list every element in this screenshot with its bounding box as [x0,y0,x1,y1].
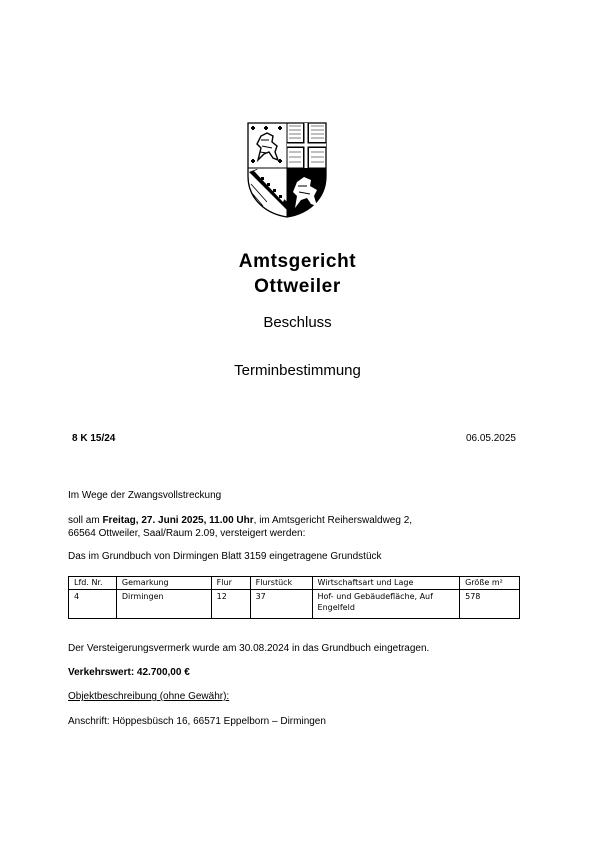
court-name-line1: Amtsgericht [238,251,357,272]
column-header: Gemarkung [116,577,211,590]
property-table [68,576,520,619]
property-address: Anschrift: Höppesbüsch 16, 66571 Eppelborn – Dirmingen [68,716,326,727]
document-type: Beschluss [263,314,332,331]
table-cell: 578 [460,590,520,619]
table-cell: Hof- und Gebäudefläche, Auf Engelfeld [312,590,460,619]
document-date: 06.05.2025 [465,433,516,444]
table-row [69,590,520,619]
column-header: Lfd. Nr. [69,577,117,590]
schedule-prefix: soll am [68,515,103,526]
document-subject: Terminbestimmung [234,362,361,379]
schedule-location: 66564 Ottweiler, Saal/Raum 2.09, versteigert werden: [68,528,306,539]
intro-text: Im Wege der Zwangsvollstreckung [68,490,222,501]
table-header-row [69,577,520,590]
column-header: Wirtschaftsart und Lage [312,577,460,590]
column-header: Größe m² [460,577,520,590]
column-header: Flur [211,577,250,590]
schedule-suffix: , im Amtsgericht Reiherswaldweg 2, [253,515,413,526]
object-description-heading [68,690,528,703]
object-description-label: Objektbeschreibung (ohne Gewähr): [68,691,230,702]
table-cell: Dirmingen [116,590,211,619]
coat-of-arms-logo [247,122,327,218]
column-header: Flurstück [250,577,312,590]
schedule-date: Freitag, 27. Juni 2025, 11.00 Uhr [102,515,254,526]
table-cell: 4 [69,590,117,619]
court-name-line2: Ottweiler [254,276,341,297]
auction-schedule [68,514,528,540]
auction-note: Der Versteigerungsvermerk wurde am 30.08.2024 in das Grundbuch eingetragen. [68,643,430,654]
table-cell: 12 [211,590,250,619]
table-cell: 37 [250,590,312,619]
market-value: Verkehrswert: 42.700,00 € [68,667,190,678]
property-intro: Das im Grundbuch von Dirmingen Blatt 3159 eingetragene Grundstück [68,551,382,562]
case-number: 8 K 15/24 [72,433,116,444]
